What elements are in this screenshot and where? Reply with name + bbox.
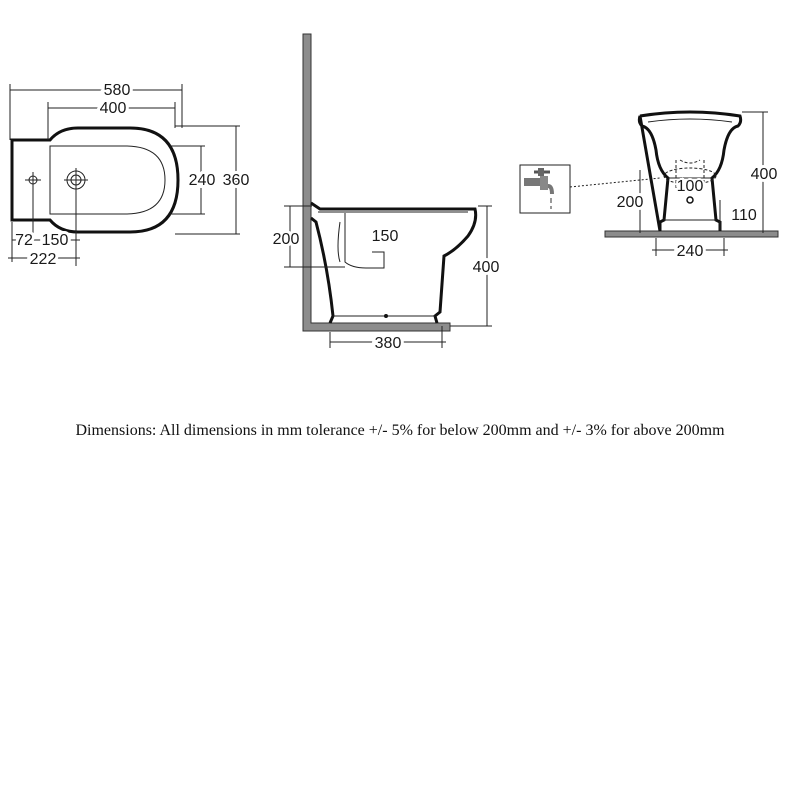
dim-bowl-length: 400 — [99, 100, 127, 117]
dimensions-note: Dimensions: All dimensions in mm tolerance +/- 5% for below 200mm and +/- 3% for above 200mm — [75, 422, 725, 439]
front-dim-height: 400 — [750, 166, 778, 183]
floor — [605, 231, 778, 237]
side-dim-spout: 150 — [371, 228, 399, 245]
side-dim-inlet-height: 200 — [272, 231, 300, 248]
front-dim-waste-height: 110 — [731, 207, 757, 224]
tap-icon — [520, 165, 570, 213]
dim-waste-offset: 150 — [41, 232, 69, 249]
plan-view — [8, 82, 249, 268]
dim-bowl-width: 240 — [188, 172, 216, 189]
side-dim-height: 400 — [472, 259, 500, 276]
side-dim-depth: 380 — [374, 335, 402, 352]
front-outline — [639, 112, 740, 231]
side-view — [273, 34, 500, 352]
front-dim-supply-height: 200 — [616, 194, 644, 211]
dim-tap-offset: 72 — [15, 232, 33, 249]
front-dim-waste-spacing: 100 — [676, 178, 704, 195]
dim-overall-length: 580 — [103, 82, 131, 99]
side-outline — [311, 203, 476, 323]
wall — [303, 34, 450, 331]
front-dim-pedestal-width: 240 — [676, 243, 704, 260]
dim-overall-width: 360 — [222, 172, 250, 189]
front-view — [605, 112, 778, 260]
dim-rear-to-waste: 222 — [29, 251, 57, 268]
